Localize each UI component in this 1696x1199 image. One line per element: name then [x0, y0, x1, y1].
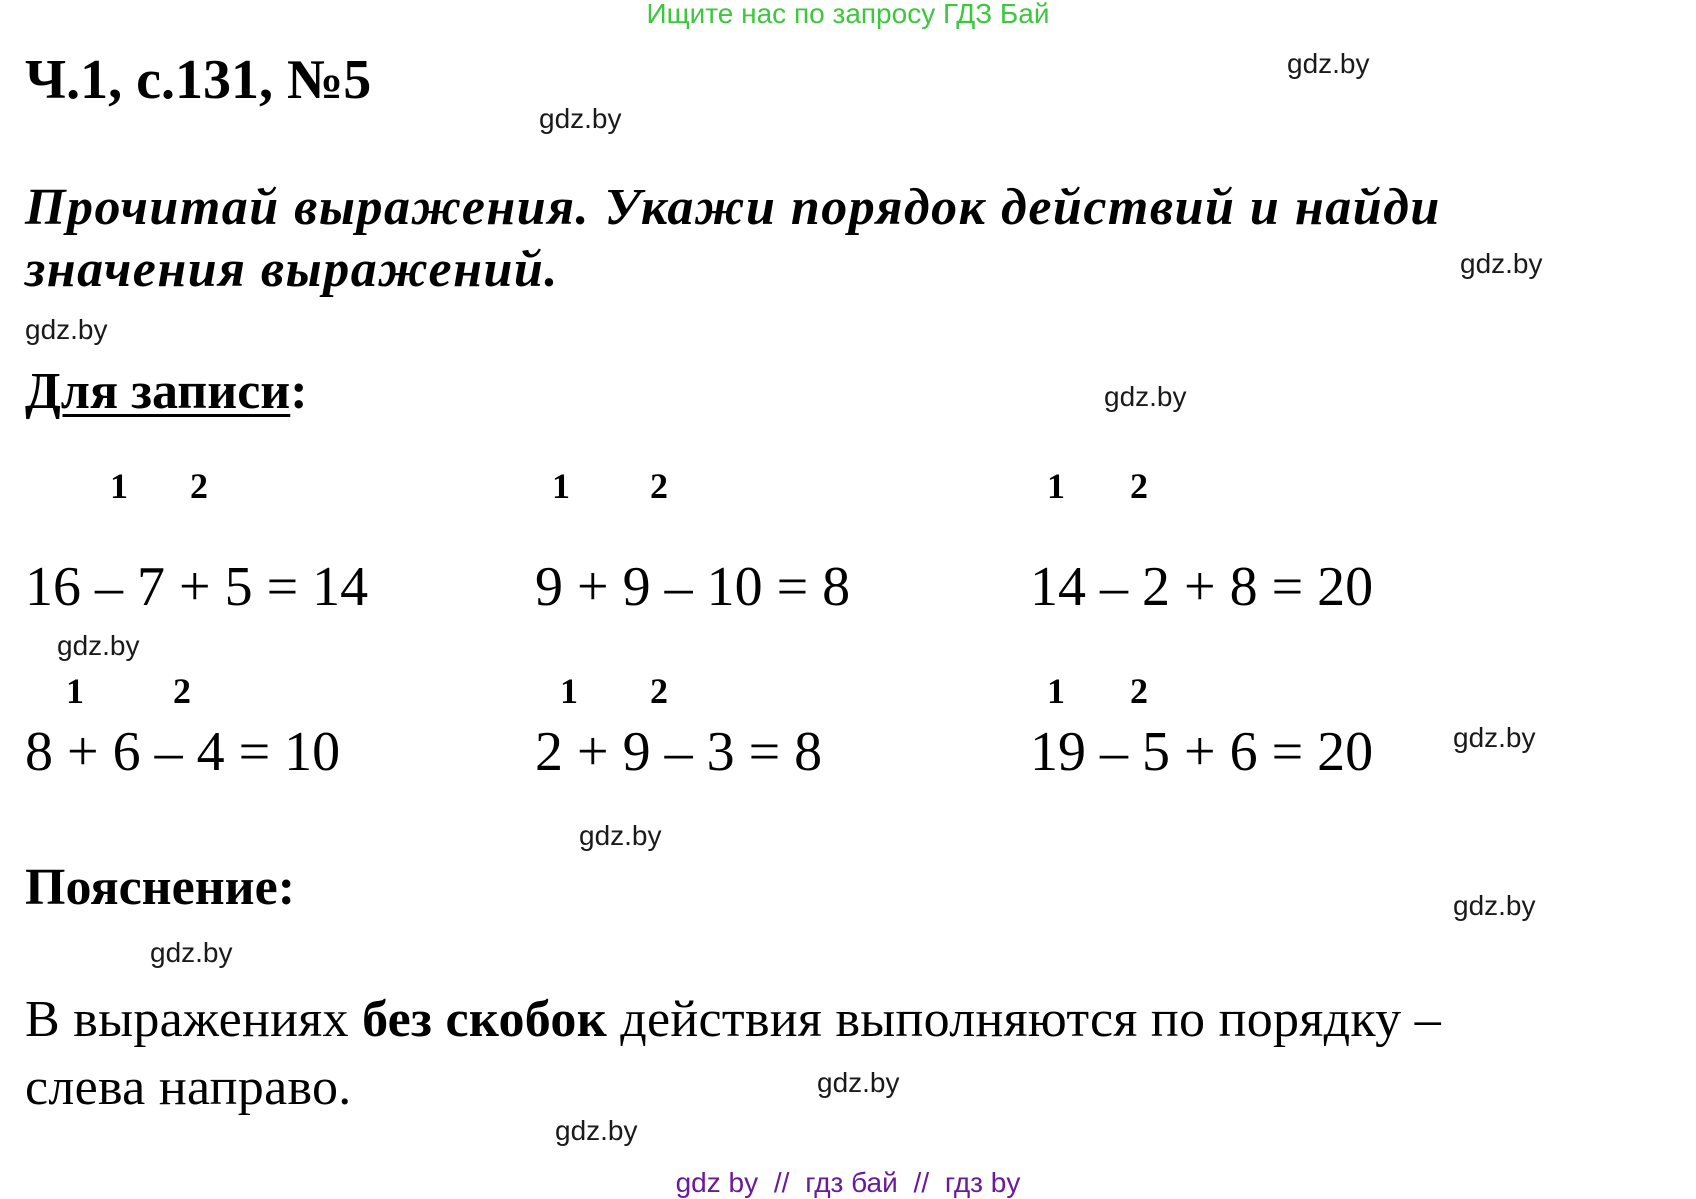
watermark: gdz.by	[1287, 48, 1370, 79]
order-mark: 1	[1047, 466, 1065, 506]
record-heading-label: Для записи	[25, 363, 291, 420]
order-mark: 2	[1130, 671, 1148, 711]
explanation-text: В выражениях	[25, 991, 363, 1048]
watermark: gdz.by	[25, 314, 108, 345]
footer-separator: //	[913, 1167, 930, 1198]
footer-links	[0, 1167, 1696, 1199]
watermark: gdz.by	[539, 103, 622, 134]
order-mark: 1	[560, 671, 578, 711]
expression: 14 – 2 + 8 = 20	[1030, 556, 1374, 618]
explanation-emphasis: без скобок	[362, 991, 607, 1048]
footer-link-gdz-by[interactable]: gdz by	[675, 1167, 759, 1198]
watermark: gdz.by	[1453, 890, 1536, 921]
watermark: gdz.by	[1104, 381, 1187, 412]
watermark: gdz.by	[57, 630, 140, 661]
watermark: gdz.by	[579, 820, 662, 851]
expression: 19 – 5 + 6 = 20	[1030, 721, 1374, 783]
record-heading-colon: :	[290, 363, 308, 420]
order-mark: 1	[110, 466, 128, 506]
page-title: Ч.1, с.131, №5	[25, 49, 372, 111]
watermark: gdz.by	[150, 937, 233, 968]
watermark: gdz.by	[817, 1067, 900, 1098]
order-mark: 1	[552, 466, 570, 506]
footer-link-gdz-bai[interactable]: гдз бай	[805, 1167, 898, 1198]
order-mark: 2	[650, 466, 668, 506]
watermark: gdz.by	[555, 1115, 638, 1146]
record-heading	[25, 362, 308, 421]
explanation-line-1	[25, 990, 1441, 1049]
explanation-line-2: слева направо.	[25, 1059, 352, 1116]
watermark: gdz.by	[1460, 248, 1543, 279]
order-mark: 1	[66, 671, 84, 711]
footer-separator: //	[773, 1167, 790, 1198]
search-banner: Ищите нас по запросу ГДЗ Бай	[646, 0, 1050, 29]
order-mark: 2	[190, 466, 208, 506]
explanation-text: действия выполняются по порядку –	[606, 991, 1442, 1048]
order-mark: 2	[1130, 466, 1148, 506]
order-mark: 2	[173, 671, 191, 711]
expression: 9 + 9 – 10 = 8	[535, 556, 851, 618]
expression: 16 – 7 + 5 = 14	[25, 556, 369, 618]
expression: 2 + 9 – 3 = 8	[535, 721, 823, 783]
explanation-heading: Пояснение:	[25, 859, 296, 916]
watermark: gdz.by	[1453, 722, 1536, 753]
order-mark: 1	[1047, 671, 1065, 711]
footer-link-gdz-by-cyr[interactable]: гдз by	[944, 1167, 1021, 1198]
task-text-line-1: Прочитай выражения. Укажи порядок действий и найди	[25, 179, 1441, 236]
task-text-line-2: значения выражений.	[25, 241, 559, 298]
expression: 8 + 6 – 4 = 10	[25, 721, 341, 783]
order-mark: 2	[650, 671, 668, 711]
